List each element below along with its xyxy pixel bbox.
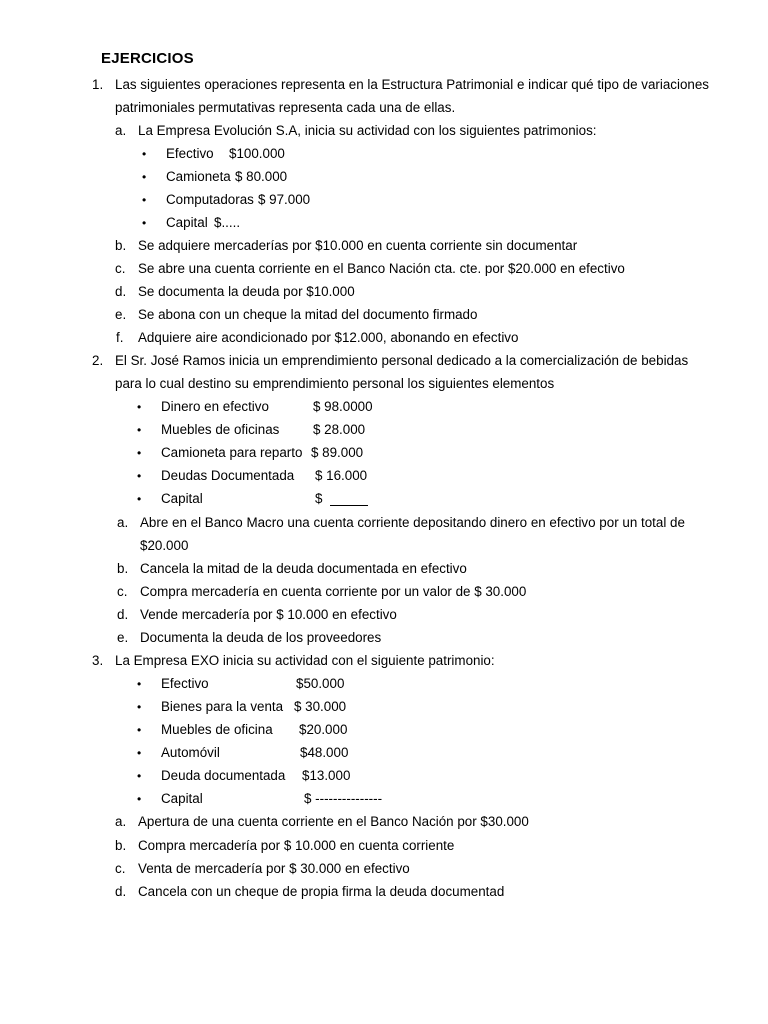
bullet-icon: •: [142, 147, 147, 161]
bullet-icon: •: [137, 492, 142, 506]
ex1-item-value: $100.000: [229, 146, 285, 161]
exercise-1-sub-letter: f.: [116, 330, 124, 345]
exercise-3-sub-text: Compra mercadería por $ 10.000 en cuenta corriente: [138, 838, 455, 853]
exercise-1-sub-letter: c.: [115, 261, 126, 276]
exercise-1-sub-text: Se abre una cuenta corriente en el Banco Nación cta. cte. por $20.000 en efectivo: [138, 261, 625, 276]
exercise-3-sub-letter: d.: [115, 884, 127, 899]
exercise-1-text-line2: patrimoniales permutativas representa cada una de ellas.: [115, 100, 456, 115]
exercise-2-text-line1: El Sr. José Ramos inicia un emprendimiento personal dedicado a la comercialización de bebidas: [115, 353, 689, 368]
ex3-item-value: $50.000: [296, 676, 345, 691]
exercise-3-text-line1: La Empresa EXO inicia su actividad con el siguiente patrimonio:: [115, 653, 495, 668]
exercise-3-sub-letter: a.: [115, 814, 127, 829]
exercise-2-sub-text: Cancela la mitad de la deuda documentada en efectivo: [140, 561, 467, 576]
ex2-item-value: $ 89.000: [311, 445, 364, 460]
bullet-icon: •: [137, 469, 142, 483]
ex3-item-value: $20.000: [299, 722, 348, 737]
exercise-1-sub-letter: b.: [115, 238, 127, 253]
exercise-1-text-line1: Las siguientes operaciones representa en la Estructura Patrimonial e indicar qué tipo de variaciones: [115, 77, 709, 92]
exercise-1-sub-text: Se abona con un cheque la mitad del documento firmado: [138, 307, 478, 322]
ex3-item-label: Bienes para la venta: [161, 699, 284, 714]
exercise-2-sub-letter: d.: [117, 607, 129, 622]
exercise-3-sub-letter: b.: [115, 838, 127, 853]
exercise-3-sub-text: Venta de mercadería por $ 30.000 en efectivo: [138, 861, 410, 876]
ex3-item-value: $ 30.000: [294, 699, 347, 714]
bullet-icon: •: [137, 400, 142, 414]
ex2-item-value: $ 28.000: [313, 422, 366, 437]
exercise-2-sub-letter: b.: [117, 561, 129, 576]
bullet-icon: •: [137, 746, 142, 760]
ex3-item-label: Capital: [161, 791, 203, 806]
page-title: EJERCICIOS: [101, 50, 194, 67]
bullet-icon: •: [142, 170, 147, 184]
bullet-icon: •: [137, 769, 142, 783]
ex3-item-label: Muebles de oficina: [161, 722, 273, 737]
exercise-2a-letter: a.: [117, 515, 129, 530]
exercise-2-text-line2: para lo cual destino su emprendimiento personal los siguientes elementos: [115, 376, 555, 391]
exercise-3-sub-text: Apertura de una cuenta corriente en el Banco Nación por $30.000: [138, 814, 529, 829]
bullet-icon: •: [142, 216, 147, 230]
ex1-item-label: Camioneta: [166, 169, 231, 184]
bullet-icon: •: [137, 677, 142, 691]
ex2-item-label: Dinero en efectivo: [161, 399, 269, 414]
ex2-item-label: Deudas Documentada: [161, 468, 295, 483]
exercise-2-sub-text: Compra mercadería en cuenta corriente por un valor de $ 30.000: [140, 584, 527, 599]
ex1-item-value: $ 97.000: [258, 192, 311, 207]
exercise-2-sub-letter: c.: [117, 584, 128, 599]
bullet-icon: •: [142, 193, 147, 207]
exercise-2a-text-line2: $20.000: [140, 538, 189, 553]
ex3-item-label: Deuda documentada: [161, 768, 286, 783]
exercise-2-sub-text: Vende mercadería por $ 10.000 en efectivo: [140, 607, 397, 622]
ex2-item-value: $ 16.000: [315, 468, 368, 483]
ex1-item-label: Computadoras: [166, 192, 254, 207]
ex1-item-value: $.....: [214, 215, 241, 230]
ex2-item-value: $: [315, 491, 323, 506]
exercise-1-number: 1.: [92, 77, 104, 92]
ex3-item-value: $48.000: [300, 745, 349, 760]
ex3-item-value: $13.000: [302, 768, 351, 783]
exercise-1a-letter: a.: [115, 123, 127, 138]
exercise-1a-text: La Empresa Evolución S.A, inicia su actividad con los siguientes patrimonios:: [138, 123, 597, 138]
capital-blank-underline: [330, 505, 368, 506]
exercise-3-number: 3.: [92, 653, 104, 668]
exercise-1-sub-text: Se adquiere mercaderías por $10.000 en cuenta corriente sin documentar: [138, 238, 578, 253]
ex1-item-label: Efectivo: [166, 146, 214, 161]
bullet-icon: •: [137, 723, 142, 737]
exercise-3-sub-text: Cancela con un cheque de propia firma la deuda documentad: [138, 884, 505, 899]
bullet-icon: •: [137, 792, 142, 806]
ex1-item-value: $ 80.000: [235, 169, 288, 184]
ex2-item-label: Camioneta para reparto: [161, 445, 303, 460]
ex2-item-value: $ 98.0000: [313, 399, 373, 414]
exercise-1-sub-text: Adquiere aire acondicionado por $12.000, abonando en efectivo: [138, 330, 519, 345]
exercise-1-sub-text: Se documenta la deuda por $10.000: [138, 284, 355, 299]
ex3-item-value: $ ---------------: [304, 791, 383, 806]
ex2-item-label: Capital: [161, 491, 203, 506]
ex1-item-label: Capital: [166, 215, 208, 230]
exercise-2-sub-letter: e.: [117, 630, 129, 645]
bullet-icon: •: [137, 446, 142, 460]
exercise-3-sub-letter: c.: [115, 861, 126, 876]
exercise-2-number: 2.: [92, 353, 104, 368]
exercise-2-sub-text: Documenta la deuda de los proveedores: [140, 630, 382, 645]
exercise-2a-text-line1: Abre en el Banco Macro una cuenta corriente depositando dinero en efectivo por un total de: [140, 515, 685, 530]
bullet-icon: •: [137, 423, 142, 437]
ex3-item-label: Automóvil: [161, 745, 220, 760]
exercise-1-sub-letter: e.: [115, 307, 127, 322]
ex2-item-label: Muebles de oficinas: [161, 422, 280, 437]
bullet-icon: •: [137, 700, 142, 714]
exercise-1-sub-letter: d.: [115, 284, 127, 299]
ex3-item-label: Efectivo: [161, 676, 209, 691]
